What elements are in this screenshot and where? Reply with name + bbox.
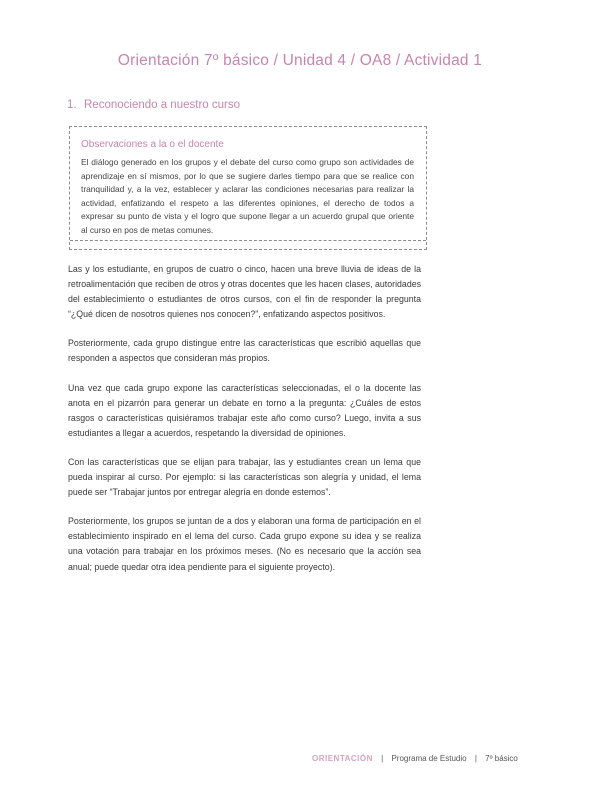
footer-level: 7º básico [485,754,518,763]
observations-divider [70,240,426,241]
observations-text: El diálogo generado en los grupos y el debate del curso como grupo son actividades de aprendizaje en sí mismos, por lo que se sugiere darles tiempo para que se realice con tranquilidad y, a la vez, establecer y aclarar las condiciones necesarias para realizar la actividad, enfatizando el respeto a las diferentes opiniones, el derecho de todos a expresar su punto de vista y el logro que supone llegar a un acuerdo grupal que oriente al curso en pos de metas comunes. [81,157,414,235]
observations-title: Observaciones a la o el docente [81,139,224,150]
teacher-observations-box [69,126,427,250]
paragraph-3: Una vez que cada grupo expone las características seleccionadas, el o la docente las anota en el pizarrón para generar un debate en torno a la pregunta: ¿Cuáles de estos rasgos o características quisiéramos trabajar este año como curso? Luego, invita a sus estudiantes a llegar a acuerdos, respetando la diversidad de opiniones. [68,382,421,438]
page-footer [312,754,518,763]
footer-separator: | [381,754,384,763]
paragraph-5: Posteriormente, los grupos se juntan de a dos y elaboran una forma de participación en el establecimiento inspirado en el lema del curso. Cada grupo expone su idea y se realiza una votación para trabajar en los próximos meses. (No es necesario que la acción sea anual; puede quedar otra idea pendiente para el siguiente proyecto). [68,516,421,572]
activity-body [68,262,421,589]
section-heading [67,99,240,111]
footer-brand: ORIENTACIÓN [312,754,373,763]
footer-separator: | [474,754,477,763]
paragraph-2: Posteriormente, cada grupo distingue entre las características que escribió aquellas que responden a aspectos que consideran más propios. [68,338,421,364]
paragraph-1: Las y los estudiante, en grupos de cuatro o cinco, hacen una breve lluvia de ideas de la retroalimentación que reciben de otros y otras docentes que les hacen clases, autoridades del establecimiento o estudiantes de otros cursos, con el fin de responder la pregunta “¿Qué dicen de nosotros quienes nos conocen?”, enfatizando aspectos positivos. [68,264,421,320]
footer-program: Programa de Estudio [391,754,467,763]
section-number: 1. [67,99,77,111]
section-title: Reconociendo a nuestro curso [84,99,240,111]
page-title: Orientación 7º básico / Unidad 4 / OA8 / Actividad 1 [117,52,483,69]
paragraph-4: Con las características que se elijan para trabajar, las y estudiantes crean un lema que pueda inspirar al curso. Por ejemplo: si las características son alegría y unidad, el lema puede ser “Trabajar juntos por entregar alegría en donde estemos”. [68,456,421,498]
